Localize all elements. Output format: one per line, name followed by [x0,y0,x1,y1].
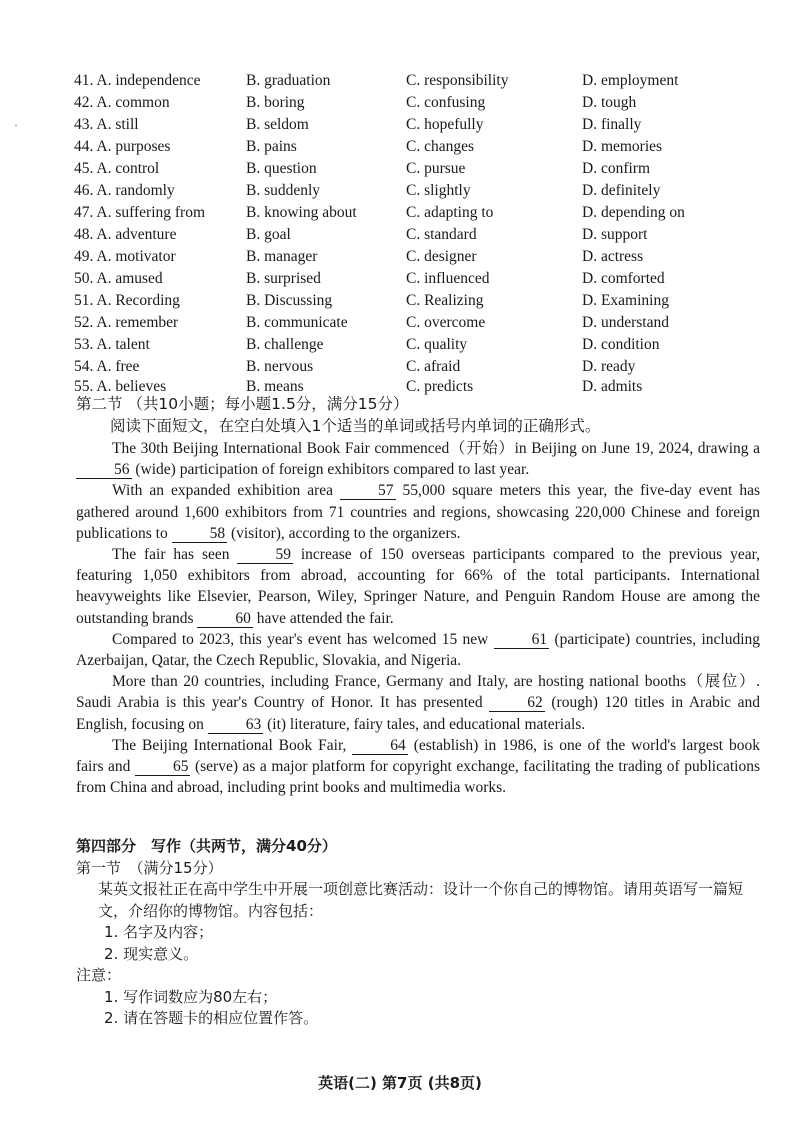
blank-63: 63 [208,717,264,734]
option-c: C. quality [406,336,468,353]
passage-text: (participate) countries, including Azerbaijan, Qatar, the Czech Republic, Slovakia, and Nigeria. [76,630,761,670]
option-row-43 [74,114,764,135]
option-d: D. employment [582,72,679,89]
option-b: B. knowing about [246,204,357,221]
option-row-41 [74,70,764,91]
passage-text: Compared to 2023, this year's event has welcomed 15 new [112,630,494,648]
passage-paragraph-2 [76,480,760,544]
passage-text: (wide) participation of foreign exhibitors compared to last year. [131,461,530,479]
option-b: B. manager [246,248,318,265]
blank-64: 64 [352,738,408,755]
option-a: 49. A. motivator [74,248,176,265]
option-d: D. ready [582,358,636,375]
option-b: B. Discussing [246,292,333,309]
option-c: C. overcome [406,314,486,331]
option-b: B. suddenly [246,182,321,199]
passage-text: (serve) as a major platform for copyright exchange, facilitating the trading of publications from China and abroad, including print books and multimedia works. [76,758,761,797]
option-b: B. pains [246,138,297,155]
scan-mark: · [14,118,18,132]
option-a: 54. A. free [74,358,140,375]
option-a: 50. A. amused [74,270,163,287]
option-c: C. Realizing [406,292,484,309]
option-c: C. pursue [406,160,466,177]
option-d: D. actress [582,248,644,265]
option-row-51 [74,290,764,311]
option-c: C. influenced [406,270,490,287]
option-d: D. support [582,226,648,243]
page-footer: 英语(二) 第7页 (共8页) [318,1074,482,1092]
passage-text: The fair has seen [112,546,238,564]
option-row-47 [74,202,764,223]
passage-text: More than 20 countries, including France, Germany and Italy, are hosting national booths（展位）. Saudi Arabia is this year's Country of Honor. It has presented [76,673,760,712]
option-d: D. understand [582,314,669,331]
option-d: D. definitely [582,182,661,199]
option-d: D. Examining [582,292,669,309]
option-a: 43. A. still [74,116,139,133]
option-row-49 [74,246,764,267]
option-d: D. admits [582,378,643,395]
option-row-45 [74,158,764,179]
option-row-48 [74,224,764,245]
note-label: 注意： [76,966,122,984]
option-c: C. adapting to [406,204,494,221]
option-b: B. boring [246,94,305,111]
option-a: 45. A. control [74,160,160,177]
blank-58: 58 [172,526,228,543]
passage-paragraph-4 [76,629,760,671]
note-2: 2. 请在答题卡的相应位置作答。 [104,1009,319,1027]
option-row-54 [74,356,764,377]
passage-text: (establish) in 1986, is one of the world's largest book fairs and [76,736,760,776]
option-row-46 [74,180,764,201]
option-d: D. memories [582,138,663,155]
blank-62: 62 [489,695,545,712]
option-a: 41. A. independence [74,72,201,89]
option-c: C. responsibility [406,72,509,89]
option-d: D. finally [582,116,642,133]
option-b: B. question [246,160,317,177]
option-b: B. surprised [246,270,321,287]
passage-paragraph-3 [76,544,760,629]
option-d: D. condition [582,336,660,353]
option-c: C. hopefully [406,116,484,133]
option-d: D. depending on [582,204,685,221]
passage-text: have attended the fair. [252,609,394,627]
blank-60: 60 [197,611,253,628]
option-a: 44. A. purposes [74,138,171,155]
option-d: D. confirm [582,160,651,177]
option-b: B. graduation [246,72,331,89]
passage-text: (rough) 120 titles in Arabic and English, focusing on [76,694,761,733]
option-row-42 [74,92,764,113]
option-a: 51. A. Recording [74,292,180,309]
blank-61: 61 [494,632,550,649]
passage-text: With an expanded exhibition area [112,482,341,500]
writing-prompt: 某英文报社正在高中学生中开展一项创意比赛活动：设计一个你自己的博物馆。请用英语写一篇短文，介绍你的博物馆。内容包括： [98,880,744,920]
passage-text: (it) literature, fairy tales, and educational materials. [263,715,586,733]
passage-paragraph-1 [76,438,760,480]
option-a: 53. A. talent [74,336,150,353]
option-a: 46. A. randomly [74,182,175,199]
note-1: 1. 写作词数应为80左右； [104,987,278,1006]
option-c: C. slightly [406,182,471,199]
option-c: C. changes [406,138,475,155]
option-b: B. nervous [246,358,314,375]
option-d: D. comforted [582,270,665,287]
passage-text: 55,000 square meters this year, the five-day event has gathered around 1,600 exhibitors from 71 countries and regions, showcasing 220,000 Chinese and foreign publications to [76,482,760,542]
cloze-passage [76,438,760,798]
option-a: 42. A. common [74,94,170,111]
option-row-44 [74,136,764,157]
section-2-instruction: 阅读下面短文，在空白处填入1个适当的单词或括号内单词的正确形式。 [110,417,601,435]
option-a: 55. A. believes [74,378,167,395]
blank-56: 56 [76,462,132,479]
blank-57: 57 [340,483,396,500]
option-c: C. predicts [406,378,474,395]
writing-section-1-title: 第一节 （满分15分） [76,858,223,877]
writing-item-1: 1. 名字及内容； [104,923,214,941]
passage-text: The 30th Beijing International Book Fair commenced（开始）in Beijing on June 19, 2024, drawing a [112,440,760,457]
option-row-50 [74,268,764,289]
passage-paragraph-5 [76,671,760,735]
passage-text: The Beijing International Book Fair, [112,736,353,754]
option-b: B. challenge [246,336,324,353]
section-2-title: 第二节 （共10小题；每小题1.5分，满分15分） [76,395,409,413]
writing-item-2: 2. 现实意义。 [104,944,199,963]
option-c: C. designer [406,248,477,265]
passage-text: increase of 150 overseas participants compared to the previous year, featuring 1,050 exhibitors from abroad, accounting for 66% of the total participants. International heavyweights like Elsevier, Pearson, Wiley, Springer Nature, and Penguin Random House are among the outstanding brands [76,546,760,627]
option-row-52 [74,312,764,333]
option-b: B. seldom [246,116,309,133]
passage-text: (visitor), according to the organizers. [227,524,461,542]
option-b: B. communicate [246,314,348,331]
writing-section [76,836,766,1030]
option-a: 52. A. remember [74,314,179,331]
option-c: C. standard [406,226,477,243]
option-a: 47. A. suffering from [74,204,206,221]
option-a: 48. A. adventure [74,226,177,243]
option-b: B. goal [246,226,291,243]
blank-65: 65 [135,759,191,776]
option-d: D. tough [582,94,637,111]
option-b: B. means [246,378,304,395]
option-c: C. afraid [406,358,461,375]
option-row-53 [74,334,764,355]
option-c: C. confusing [406,94,486,111]
passage-paragraph-6 [76,735,760,799]
part-4-title: 第四部分 写作（共两节，满分40分） [76,837,337,855]
blank-59: 59 [237,547,293,564]
